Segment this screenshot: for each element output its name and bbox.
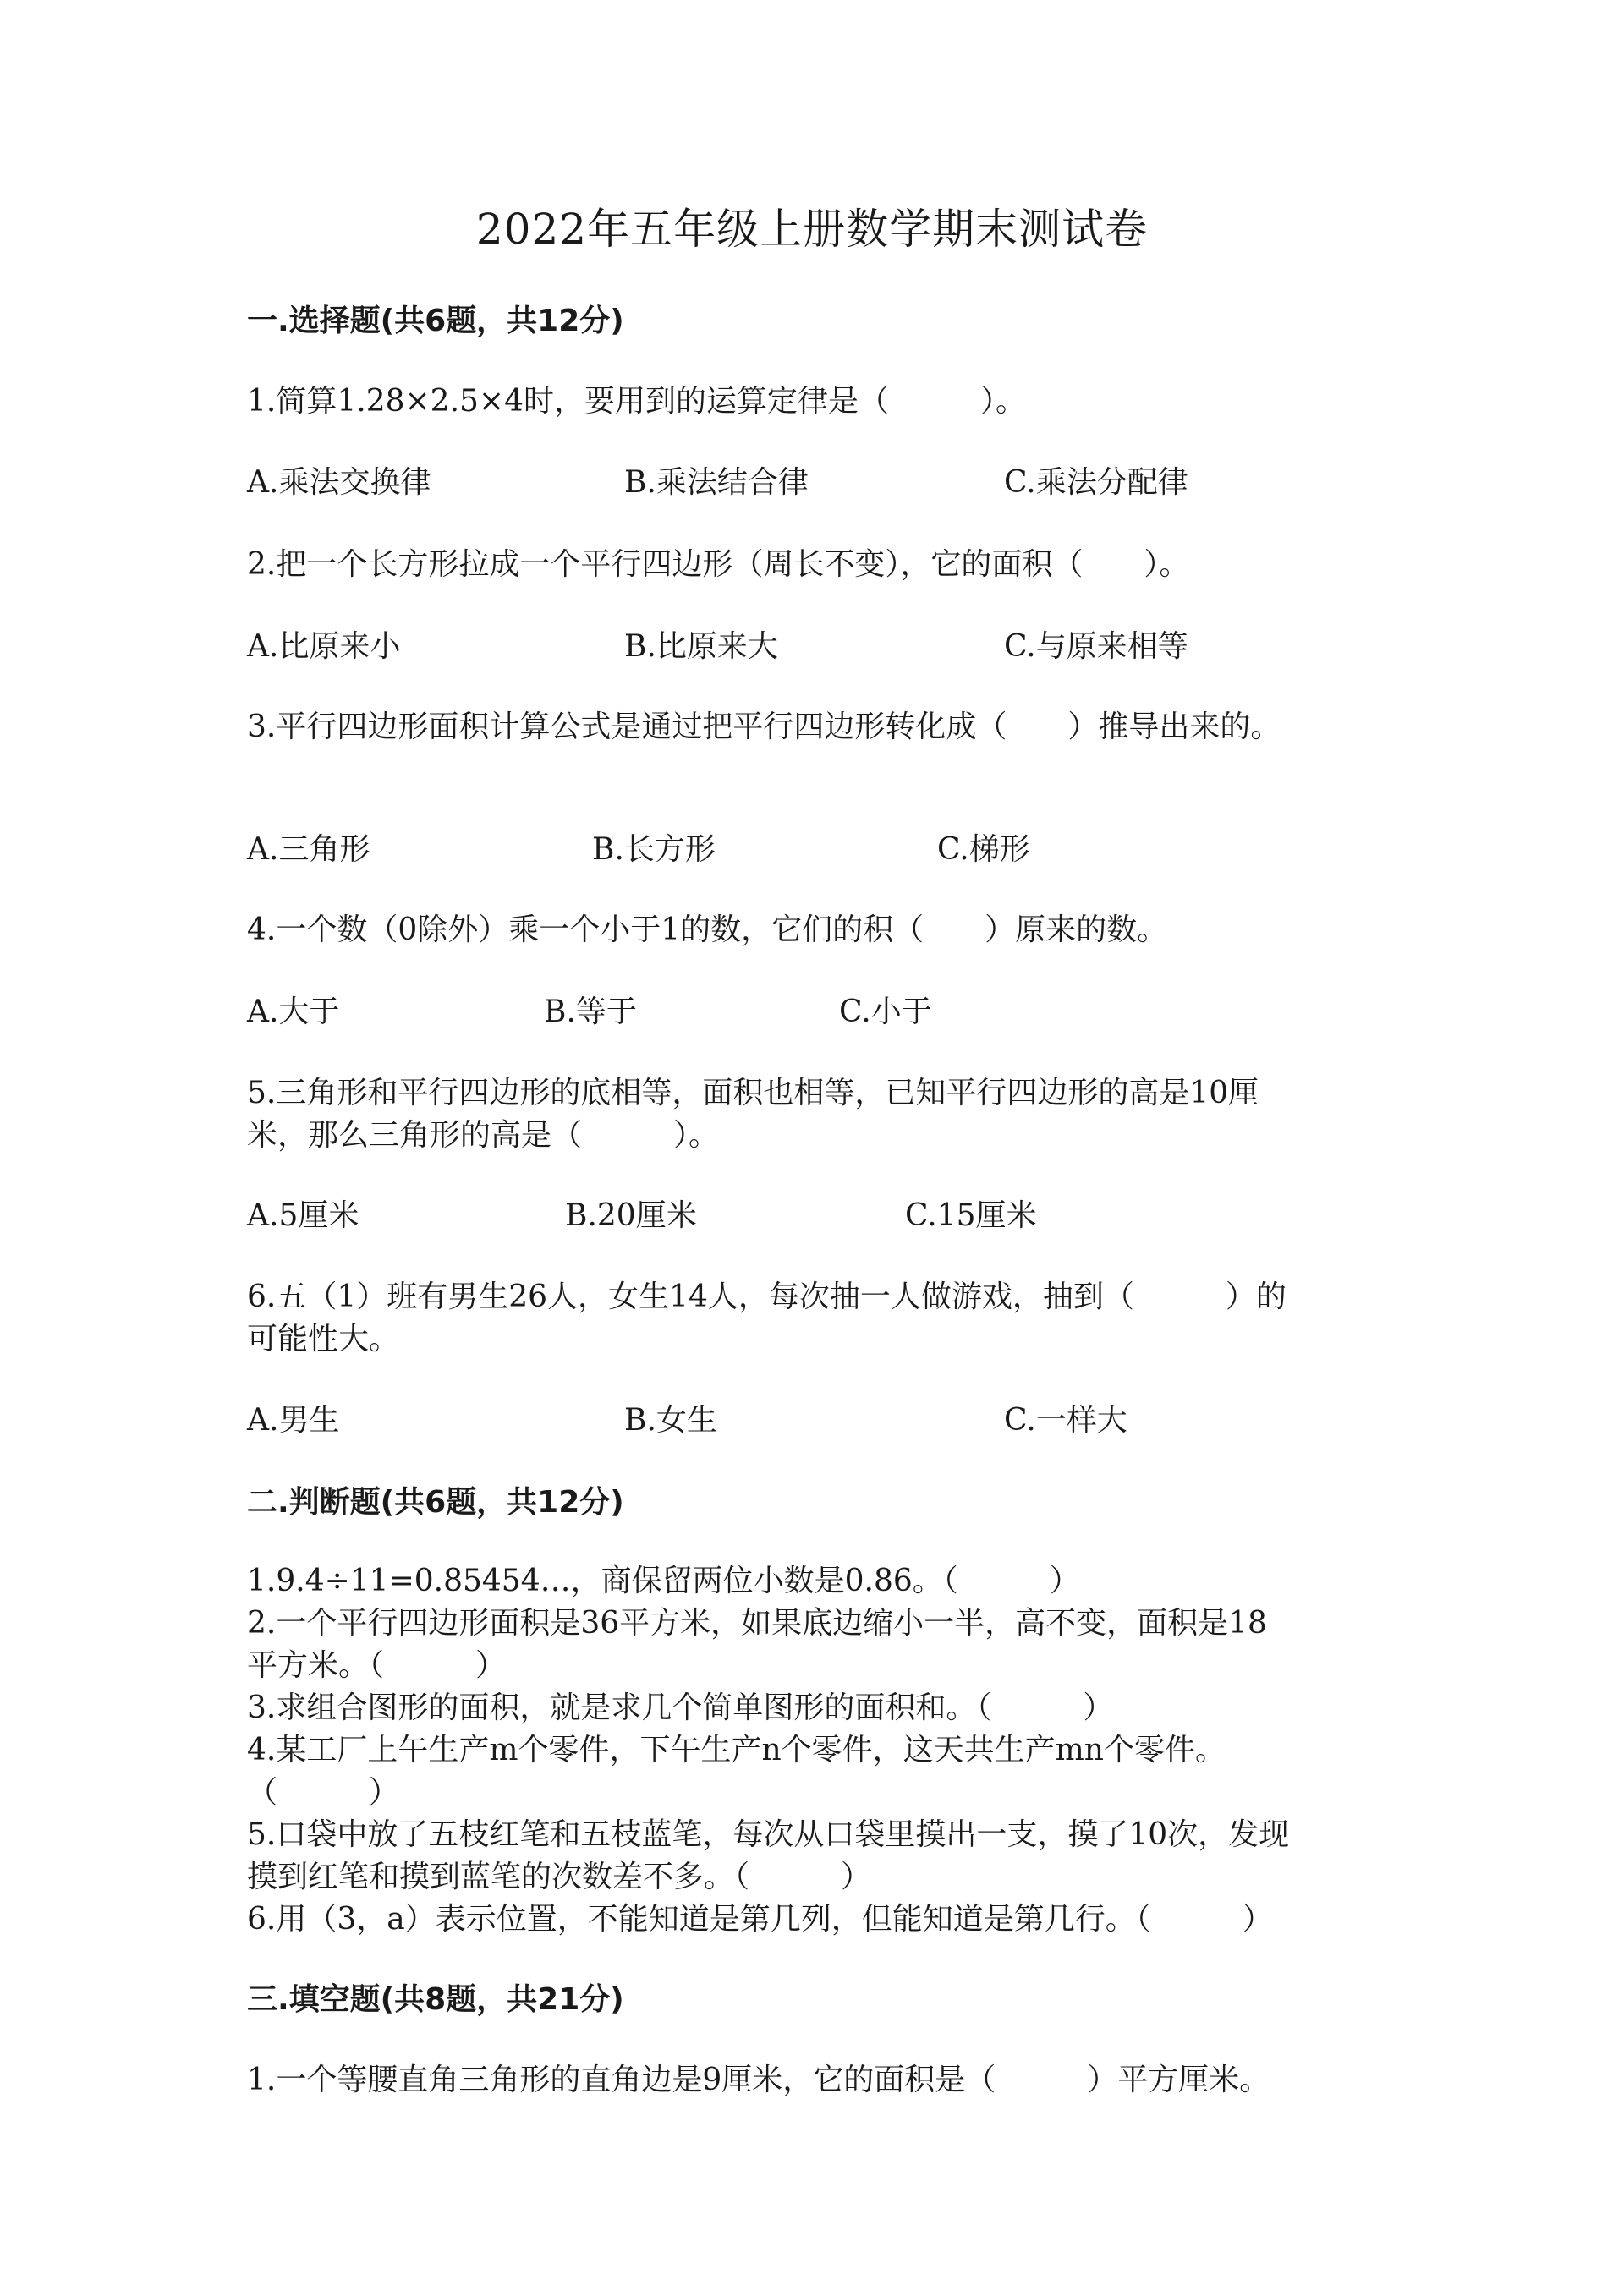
section-heading-true-false: 二.判断题(共6题，共12分) [247,1485,624,1520]
option-a: A.比原来小 [247,629,401,664]
option-b: B.等于 [544,995,637,1029]
statement-line: 1.9.4÷11=0.85454…，商保留两位小数是0.86。（ ） [247,1564,1080,1598]
statement-line: 6.用（3，a）表示位置，不能知道是第几列，但能知道是第几行。（ ） [247,1902,1273,1937]
option-b: B.女生 [624,1403,717,1438]
statement-line: 摸到红笔和摸到蓝笔的次数差不多。（ ） [247,1860,872,1894]
statement-line: 2.一个平行四边形面积是36平方米，如果底边缩小一半，高不变，面积是18 [247,1606,1267,1641]
option-a: A.大于 [247,995,340,1029]
option-b: B.长方形 [592,832,716,867]
section-heading-choice: 一.选择题(共6题，共12分) [247,304,624,338]
option-a: A.三角形 [247,832,370,867]
option-c: C.15厘米 [905,1198,1037,1233]
statement-line: （ ） [247,1775,400,1810]
option-c: C.小于 [839,995,932,1029]
statement-line: 平方米。（ ） [247,1648,507,1683]
question-text: 6.五（1）班有男生26人，女生14人，每次抽一人做游戏，抽到（ ）的 [247,1280,1287,1314]
question-text: 3.平行四边形面积计算公式是通过把平行四边形转化成（ ）推导出来的。 [247,710,1281,744]
question-text: 1.一个等腰直角三角形的直角边是9厘米，它的面积是（ ）平方厘米。 [247,2063,1270,2097]
page-title: 2022年五年级上册数学期末测试卷 [475,205,1149,254]
question-text: 5.三角形和平行四边形的底相等，面积也相等，已知平行四边形的高是10厘 [247,1076,1259,1110]
option-c: C.与原来相等 [1004,629,1188,664]
option-a: A.5厘米 [247,1198,359,1233]
option-c: C.乘法分配律 [1004,465,1188,500]
option-b: B.比原来大 [624,629,778,664]
option-c: C.梯形 [937,832,1030,867]
section-heading-fill-blank: 三.填空题(共8题，共21分) [247,1982,624,2017]
question-text: 2.把一个长方形拉成一个平行四边形（周长不变），它的面积（ ）。 [247,547,1190,582]
option-b: B.乘法结合律 [624,465,809,500]
option-a: A.男生 [247,1403,340,1438]
statement-line: 3.求组合图形的面积，就是求几个简单图形的面积和。（ ） [247,1690,1114,1725]
question-text: 4.一个数（0除外）乘一个小于1的数，它们的积（ ）原来的数。 [247,912,1168,947]
statement-line: 4.某工厂上午生产m个零件，下午生产n个零件，这天共生产mn个零件。 [247,1733,1226,1767]
option-a: A.乘法交换律 [247,465,431,500]
question-text-continued: 米，那么三角形的高是（ ）。 [247,1118,720,1153]
question-text-continued: 可能性大。 [247,1322,400,1356]
option-c: C.一样大 [1004,1403,1127,1438]
option-b: B.20厘米 [565,1198,697,1233]
statement-line: 5.口袋中放了五枝红笔和五枝蓝笔，每次从口袋里摸出一支，摸了10次，发现 [247,1817,1290,1852]
question-text: 1.简算1.28×2.5×4时，要用到的运算定律是（ ）。 [247,384,1026,419]
